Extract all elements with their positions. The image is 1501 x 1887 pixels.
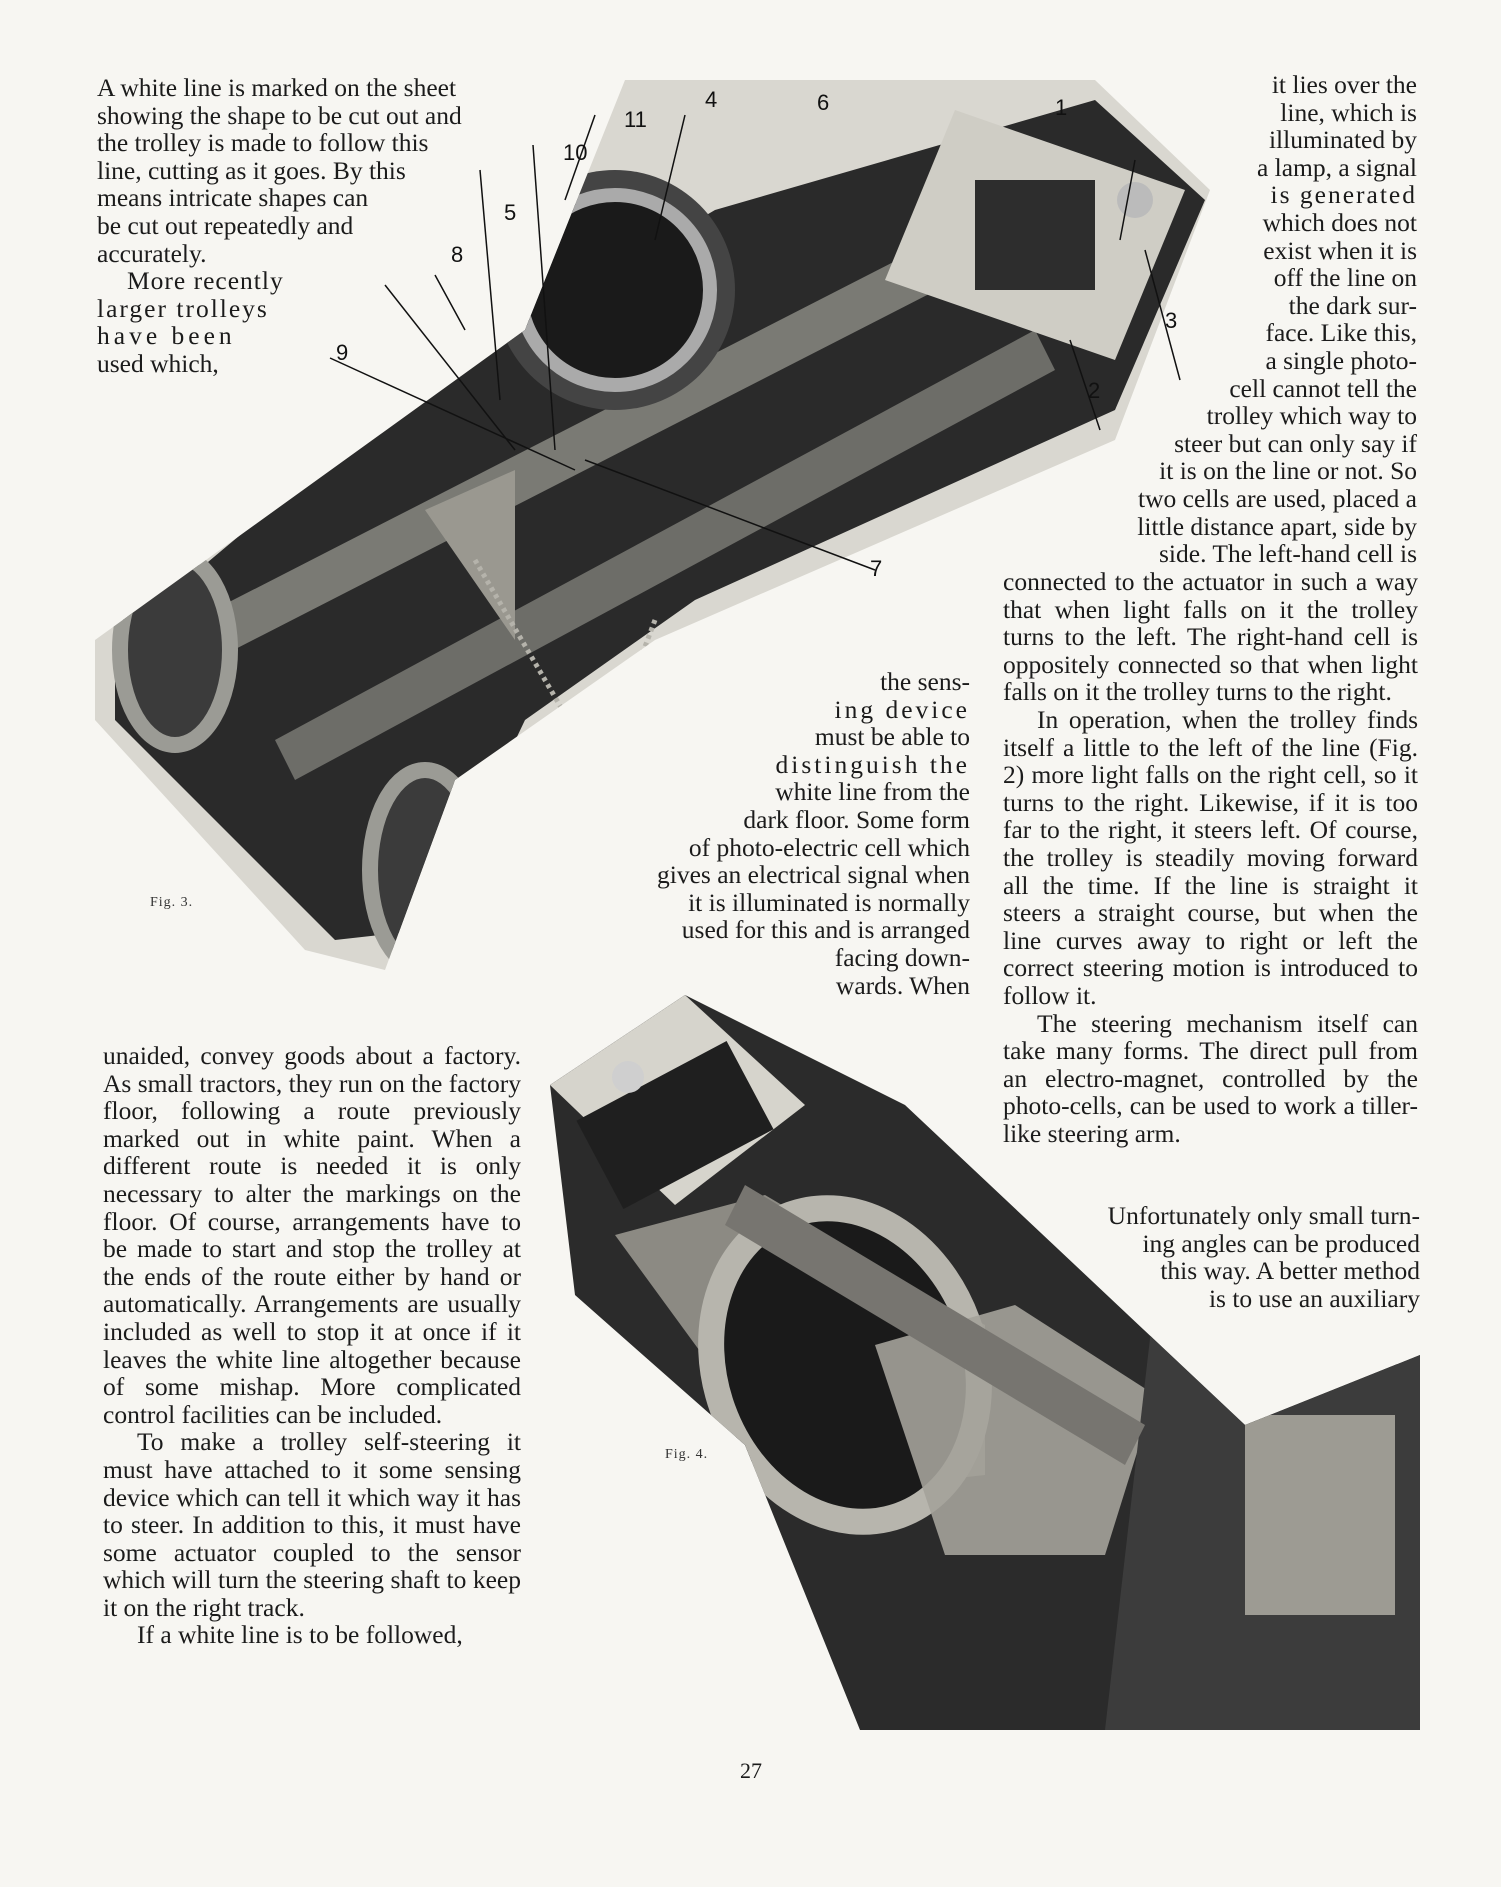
col3-top-text — [1000, 71, 1417, 568]
col3-line: which does not — [1262, 207, 1417, 237]
col3-paragraph: In operation, when the trolley finds itself a little to the left of the line (Fig. 2) more light falls on the right cell, so it turns to the right. Likewise, if it is too far to the right, it steers left. Of course, the trolley is steadily moving forward all the time. If the line is straight it steers a straight course, but when the line curves away to right or left the correct steering motion is introduced to follow it. — [1003, 704, 1418, 1010]
col3-line: steer but can only say if — [1174, 428, 1417, 458]
fig3-label-8: 8 — [451, 242, 464, 267]
fig3-label-9: 9 — [336, 340, 349, 365]
col3-line: ing angles can be produced — [1142, 1228, 1420, 1258]
col3-line: a lamp, a signal — [1256, 152, 1417, 182]
col3-line: line, which is — [1280, 97, 1417, 127]
col1-paragraph: To make a trolley self-steering it must have attached to it some sensing device which can tell it which way it has to steer. In addition to this, it must have some actuator coupled to the sensor which will turn the steering shaft to keep it on the right track. — [103, 1427, 521, 1622]
col1-line: means intricate shapes can — [97, 183, 369, 213]
fig3-label-3: 3 — [1165, 308, 1178, 333]
fig3-caption: Fig. 3. — [150, 895, 194, 910]
col3-line: is to use an auxiliary — [1208, 1283, 1420, 1313]
fig3-label-4: 4 — [705, 87, 718, 112]
col3-line: face. Like this, — [1265, 318, 1417, 348]
col3-line: two cells are used, placed a — [1138, 483, 1417, 513]
col3-paragraph: connected to the actuator in such a way that when light falls on it the trolley turns to the left. The right-hand cell is oppositely connected so that when light falls on it the trolley turns to the right. — [1003, 567, 1418, 707]
col2-line: ing device — [834, 694, 970, 724]
col3-line: is generated — [1270, 180, 1417, 210]
col1-line: showing the shape to be cut out and — [97, 100, 462, 130]
col3-paragraph: The steering mechanism itself can take many forms. The direct pull from an electro-magnet, controlled by the photo-cells, can be used to work a tiller-like steering arm. — [1003, 1008, 1418, 1148]
col2-line: white line from the — [775, 777, 970, 807]
fig3-label-1: 1 — [1055, 95, 1068, 120]
col2-line: facing down- — [834, 942, 970, 972]
col3-line: trolley which way to — [1206, 401, 1417, 431]
col1-line: A white line is marked on the sheet — [97, 73, 457, 102]
col1-line: larger trolleys — [97, 293, 269, 323]
fig4-steering-illustration — [545, 995, 1420, 1730]
fig3-label-2: 2 — [1088, 378, 1101, 403]
col2-middle-text — [600, 668, 970, 999]
col3-line: cell cannot tell the — [1229, 373, 1417, 403]
col2-line: must be able to — [814, 722, 970, 752]
page-number: 27 — [740, 1758, 762, 1783]
col2-line: used for this and is arranged — [681, 915, 970, 945]
col3-line: exist when it is — [1263, 235, 1417, 265]
col3-line: little distance apart, side by — [1137, 511, 1417, 541]
col2-line: gives an electrical signal when — [657, 860, 970, 890]
col3-line: this way. A better method — [1160, 1256, 1420, 1286]
col3-line: it is on the line or not. So — [1159, 456, 1417, 486]
col1-line: have been — [97, 321, 236, 351]
col3-line: illuminated by — [1268, 125, 1417, 155]
col1-line: used which, — [97, 348, 219, 378]
col1-line: the trolley is made to follow this — [97, 128, 429, 158]
col2-line: dark floor. Some form — [743, 804, 970, 834]
fig3-label-5: 5 — [504, 200, 517, 225]
fig3-label-10: 10 — [563, 140, 588, 165]
col2-line: distinguish the — [775, 749, 970, 779]
col3-line: side. The left-hand cell is — [1159, 539, 1417, 569]
col1-line: be cut out repeatedly and — [97, 210, 354, 240]
col3-line: off the line on — [1273, 263, 1417, 293]
col1-line: More recently — [127, 266, 284, 296]
col2-line: of photo-electric cell which — [688, 832, 970, 862]
fig3-label-7: 7 — [870, 556, 883, 581]
fig4-caption: Fig. 4. — [665, 1447, 709, 1462]
col1-bottom-text — [103, 1042, 521, 1649]
col3-line: a single photo- — [1265, 345, 1417, 375]
col3-line: it lies over the — [1271, 70, 1417, 99]
col2-line: wards. When — [835, 970, 970, 1000]
col3-line: Unfortunately only small turn- — [1107, 1201, 1420, 1230]
col2-line: it is illuminated is normally — [688, 887, 970, 917]
col1-paragraph: If a white line is to be followed, — [137, 1620, 463, 1650]
col1-line: accurately. — [97, 238, 207, 268]
col1-paragraph: unaided, convey goods about a factory. As small tractors, they run on the factory floor, following a route previously marked out in white paint. When a different route is needed it is only necessary to alter the markings on the floor. Of course, arrangements have to be made to start and stop the trolley at the ends of the route either by hand or automatically. Arrangements are usually included as well to stop it at once if it leaves the white line altogether because of some mishap. More complicated control facilities can be included. — [103, 1041, 521, 1429]
col3-line: the dark sur- — [1288, 290, 1417, 320]
fig3-label-6: 6 — [817, 90, 830, 115]
fig3-label-11: 11 — [624, 107, 647, 132]
col2-line: the sens- — [880, 667, 970, 696]
fig4-photo — [545, 995, 1420, 1730]
col1-line: line, cutting as it goes. By this — [97, 155, 406, 185]
